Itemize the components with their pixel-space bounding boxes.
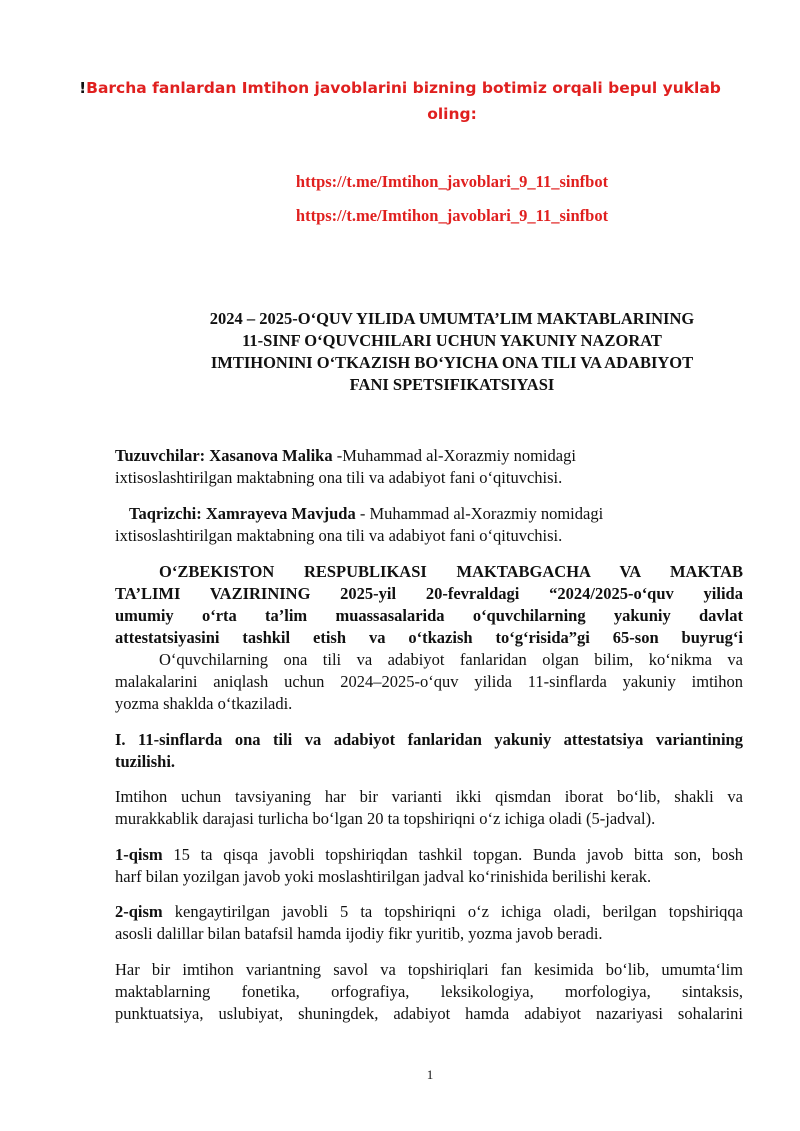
decree-line: O‘ZBEKISTON RESPUBLIKASI MAKTABGACHA VA MAKTAB: [159, 562, 743, 581]
promo-text: Barcha fanlardan Imtihon javoblarini bizning botimiz orqali bepul yuklab: [86, 79, 721, 97]
part2-paragraph: [115, 901, 743, 945]
coverage-paragraph: [115, 959, 743, 1025]
part1-label: 1-qism: [115, 845, 163, 864]
document-title: [0, 308, 800, 396]
decree-line: umumiy o‘rta ta’lim muassasalarida o‘quvchilarning yakuniy davlat: [115, 606, 743, 625]
title-line: 2024 – 2025-O‘QUV YILIDA UMUMTA’LIM MAKTABLARINING: [209, 309, 695, 328]
compiler-text: ixtisoslashtirilgan maktabning ona tili va adabiyot fani o‘qituvchisi.: [115, 468, 563, 487]
part2-text: kengaytirilgan javobli 5 ta topshiriqni o‘z ichiga oladi, berilgan topshiriqqa: [162, 902, 743, 921]
page-number: 1: [426, 1067, 434, 1082]
coverage-line: maktablarning fonetika, orfografiya, leksikologiya, morfologiya, sintaksis,: [115, 982, 743, 1001]
part2-text: asosli dalillar bilan batafsil hamda ijodiy fikr yuritib, yozma javob beradi.: [115, 924, 603, 943]
part1-paragraph: [115, 844, 743, 888]
section-heading-line: I. 11-sinflarda ona tili va adabiyot fanlaridan yakuniy attestatsiya variantining: [115, 730, 743, 749]
reviewer-label: Taqrizchi: Xamrayeva Mavjuda: [129, 504, 356, 523]
telegram-bot-link[interactable]: https://t.me/Imtihon_javoblari_9_11_sinfbot: [295, 206, 609, 225]
promo-line-2: oling:: [427, 105, 477, 123]
part1-text: harf bilan yozilgan javob yoki moslashtirilgan jadval ko‘rinishida berilishi kerak.: [115, 867, 652, 886]
compiler-text: -Muhammad al-Xorazmiy nomidagi: [332, 446, 576, 465]
compiler-paragraph: [115, 445, 743, 489]
exclamation-mark: !: [79, 79, 87, 97]
reviewer-paragraph: [115, 503, 743, 547]
structure-line: murakkablik darajasi turlicha bo‘lgan 20 ta topshiriqni o‘z ichiga oladi (5-jadval).: [115, 809, 656, 828]
intro-paragraph: [115, 649, 743, 715]
intro-line: yozma shaklda o‘tkaziladi.: [115, 694, 293, 713]
section-heading-line: tuzilishi.: [115, 752, 176, 771]
intro-line: malakalarini aniqlash uchun 2024–2025-o‘quv yilida 11-sinflarda yakuniy imtihon: [115, 672, 743, 691]
compiler-label: Tuzuvchilar: Xasanova Malika: [115, 446, 333, 465]
structure-paragraph: [115, 786, 743, 830]
decree-line: attestatsiyasini tashkil etish va o‘tkazish to‘g‘risida”gi 65-son buyrug‘i: [115, 628, 743, 647]
coverage-line: punktuatsiya, uslubiyat, shuningdek, adabiyot hamda adabiyot nazariyasi sohalarini: [115, 1004, 743, 1023]
section-heading: [115, 729, 743, 773]
promo-line-1: [0, 75, 800, 101]
decree-line: TA’LIMI VAZIRINING 2025-yil 20-fevraldagi “2024/2025-o‘quv yilida: [115, 584, 743, 603]
title-line: IMTIHONINI O‘TKAZISH BO‘YICHA ONA TILI VA ADABIYOT: [210, 353, 694, 372]
title-line: FANI SPETSIFIKATSIYASI: [349, 375, 555, 394]
part2-label: 2-qism: [115, 902, 163, 921]
part1-text: 15 ta qisqa javobli topshiriqdan tashkil topgan. Bunda javob bitta son, bosh: [162, 845, 743, 864]
reviewer-text: ixtisoslashtirilgan maktabning ona tili va adabiyot fani o‘qituvchisi.: [115, 526, 563, 545]
decree-paragraph: [115, 561, 743, 649]
structure-line: Imtihon uchun tavsiyaning har bir varianti ikki qismdan iborat bo‘lib, shakli va: [115, 787, 743, 806]
intro-line: O‘quvchilarning ona tili va adabiyot fanlaridan olgan bilim, ko‘nikma va: [159, 650, 743, 669]
telegram-bot-link[interactable]: https://t.me/Imtihon_javoblari_9_11_sinfbot: [295, 172, 609, 191]
reviewer-text: - Muhammad al-Xorazmiy nomidagi: [355, 504, 604, 523]
coverage-line: Har bir imtihon variantning savol va topshiriqlari fan kesimida bo‘lib, umumta‘lim: [115, 960, 743, 979]
title-line: 11-SINF O‘QUVCHILARI UCHUN YAKUNIY NAZORAT: [242, 331, 662, 350]
